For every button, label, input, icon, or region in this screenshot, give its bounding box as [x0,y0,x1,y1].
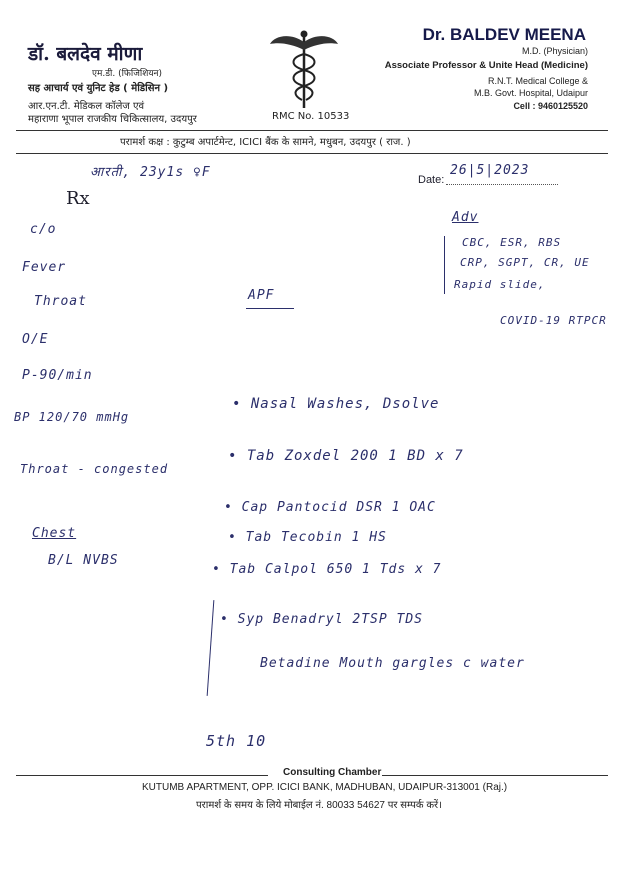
medication-item: • Cap Pantocid DSR 1 OAC [224,500,436,515]
header-divider-top [16,130,608,131]
note-bp: BP 120/70 mmHg [14,410,130,424]
advice-item: COVID-19 RTPCR [500,314,607,327]
rmc-number: RMC No. 10533 [272,111,350,122]
advice-item: CRP, SGPT, CR, UE [460,256,590,269]
advice-bracket [444,236,445,294]
note-throat: Throat [34,294,87,309]
footer-address: KUTUMB APARTMENT, OPP. ICICI BANK, MADHUBAN, UDAIPUR-313001 (Raj.) [142,782,508,793]
medication-item: • Tab Tecobin 1 HS [228,530,387,545]
footer-rule-left [16,775,268,776]
hospital-english: M.B. Govt. Hospital, Udaipur [473,88,588,98]
doctor-degree-hindi: एम.डी. (फिजिशियन) [92,69,163,79]
doctor-degree-english: M.D. (Physician) [521,46,588,56]
note-chest: Chest [32,526,77,541]
hospital-hindi: महाराणा भूपाल राजकीय चिकित्सालय, उदयपुर [28,114,197,125]
footer-title: Consulting Chamber [283,767,382,778]
medication-bracket [207,600,215,696]
doctor-designation-english: Associate Professor & Unite Head (Medicine) [384,60,588,71]
doctor-name-english: Dr. BALDEV MEENA [422,25,586,44]
footer-rule-right [382,775,608,776]
patient-name: आरती, 23y1s ♀F [90,165,211,180]
medication-item: • Syp Benadryl 2TSP TDS [220,612,424,627]
diagnosis-underline [246,308,294,309]
advice-item: CBC, ESR, RBS [462,236,562,249]
date-label: Date: [418,174,445,186]
doctor-name-hindi: डॉ. बलदेव मीणा [28,43,143,65]
chamber-address-hindi: परामर्श कक्ष : कुटुम्ब अपार्टमेन्ट, ICICI बैंक के सामने, मधुबन, उदयपुर ( राज. ) [120,137,411,148]
doctor-designation-hindi: सह आचार्य एवं युनिट हेड ( मेडिसिन ) [28,83,169,94]
signature: 5th 10 [206,732,267,750]
note-fever: Fever [22,260,67,275]
medication-item: Betadine Mouth gargles c water [260,656,525,671]
note-throat-congested: Throat - congested [20,462,169,476]
date-line [446,184,558,185]
caduceus-icon [268,28,340,110]
medication-item: • Nasal Washes, Dsolve [232,396,440,412]
note-complaints: c/o [30,222,57,237]
note-pulse: P-90/min [22,368,93,383]
rx-symbol: Rx [66,188,90,209]
diagnosis: APF [248,288,275,303]
advice-item: Rapid slide, [454,278,546,291]
note-chest-findings: B/L NVBS [48,553,119,568]
date-value: 26|5|2023 [450,163,530,178]
college-hindi: आर.एन.टी. मेडिकल कॉलेज एवं [28,101,145,112]
note-oe: O/E [22,332,49,347]
college-english: R.N.T. Medical College & [487,76,588,86]
footer-mobile: परामर्श के समय के लिये मोबाईल नं. 80033 54627 पर सम्पर्क करें। [196,800,442,811]
cell-number: Cell : 9460125520 [513,101,588,111]
advice-label: Adv [452,210,479,225]
medication-item: • Tab Zoxdel 200 1 BD x 7 [228,448,464,464]
medication-item: • Tab Calpol 650 1 Tds x 7 [212,562,442,577]
header-divider-bottom [16,153,608,154]
